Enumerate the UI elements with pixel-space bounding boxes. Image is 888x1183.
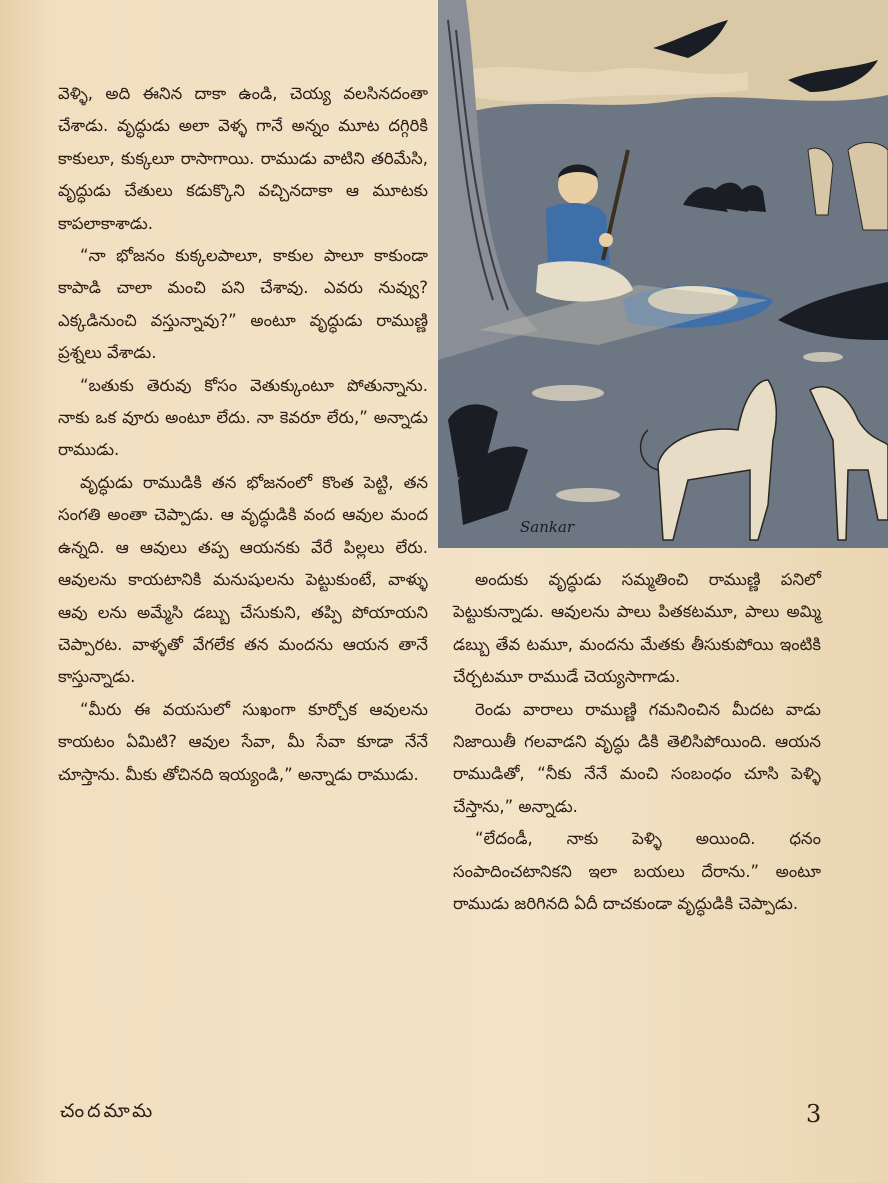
page-number: 3 — [806, 1100, 822, 1128]
story-column-right — [453, 564, 821, 920]
artist-signature: Sankar — [520, 518, 575, 536]
story-column-left — [58, 78, 428, 791]
paragraph: “లేదండీ, నాకు పెళ్ళి అయింది. ధనం సంపాదించటానికని ఇలా బయలు దేరాను.” అంటూ రాముడు జరిగినది ఏదీ దాచకుండా వృద్ధుడికి చెప్పాడు. — [453, 829, 821, 914]
ground-patch — [532, 385, 604, 401]
paragraph: వెళ్ళి, అది ఈనిన దాకా ఉండి, చెయ్య వలసినదంతా చేశాడు. వృద్ధుడు అలా వెళ్ళ గానే అన్నం మూట దగ్గిరికి కాకులూ, కుక్కలూ రాసాగాయి. రాముడు వాటిని తరిమేసి, వృద్ధుడు చేతులు కడుక్కొని వచ్చినదాకా ఆ మూటకు కాపలాకాశాడు. — [58, 84, 428, 233]
paragraph: రెండు వారాలు రాముణ్ణి గమనించిన మీదట వాడు నిజాయితీ గలవాడని వృద్ధు డికి తెలిసిపోయింది. ఆయన రాముడితో, “నీకు నేనే మంచి సంబంధం చూసి పెళ్ళి చేస్తాను,” అన్నాడు. — [453, 699, 821, 816]
story-illustration — [438, 0, 888, 548]
ground-patch — [803, 352, 843, 362]
paragraph: “మీరు ఈ వయసులో సుఖంగా కూర్చోక ఆవులను కాయటం ఏమిటి? ఆవుల సేవా, మీ సేవా కూడా నేనే చూస్తాను. మీకు తోచినది ఇయ్యండి,” అన్నాడు రాముడు. — [58, 699, 428, 784]
ground-patch — [556, 488, 620, 502]
magazine-title: చందమామ — [60, 1100, 156, 1122]
paragraph: “బతుకు తెరువు కోసం వెతుక్కుంటూ పోతున్నాను. నాకు ఒక వూరు అంటూ లేదు. నా కెవరూ లేరు,” అన్నాడు రాముడు. — [58, 375, 428, 460]
paragraph: అందుకు వృద్ధుడు సమ్మతించి రాముణ్ణి పనిలో పెట్టుకున్నాడు. ఆవులను పాలు పితకటమూ, పాలు అమ్మి డబ్బు తేవ టమూ, మందను మేతకు తీసుకుపోయి ఇంటికి చేర్చటమూ రాముడే చెయ్యసాగాడు. — [453, 570, 821, 687]
paragraph: వృద్ధుడు రాముడికి తన భోజనంలో కొంత పెట్టి, తన సంగతి అంతా చెప్పాడు. ఆ వృద్ధుడికి వంద ఆవుల మంద ఉన్నది. ఆ ఆవులు తప్ప ఆయనకు వేరే పిల్లలు లేరు. ఆవులను కాయటానికి మనుషులను పెట్టుకుంటే, వాళ్ళు ఆవు లను అమ్మేసి డబ్బు చేసుకుని, తప్పి పోయాయని చెప్పారట. వాళ్ళతో వేగలేక తన మందను ఆయన తానే కాస్తున్నాడు. — [58, 472, 428, 687]
paragraph: “నా భోజనం కుక్కలపాలూ, కాకుల పాలూ కాకుండా కాపాడి చాలా మంచి పని చేశావు. ఎవరు నువ్వు? ఎక్కడినుంచి వస్తున్నావు?” అంటూ వృద్ధుడు రాముణ్ణి ప్రశ్నలు వేశాడు. — [58, 246, 428, 363]
